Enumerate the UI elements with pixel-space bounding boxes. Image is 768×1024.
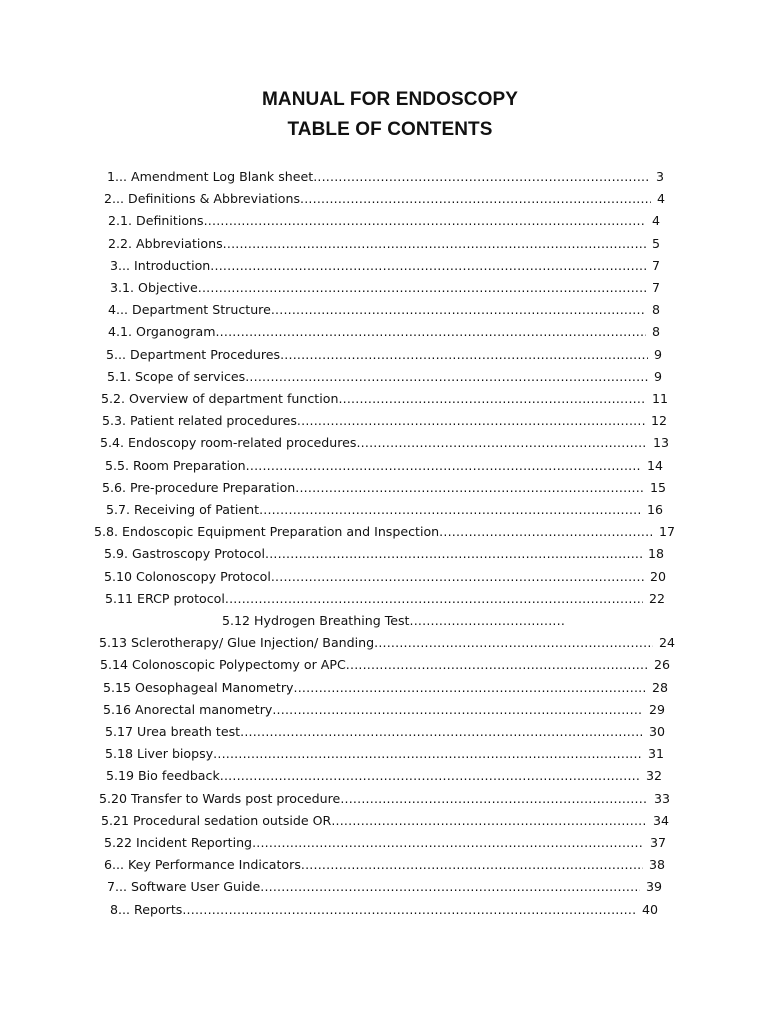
toc-entry-label: 4.1. Organogram [108, 324, 216, 340]
toc-entry-page-number: 4 [656, 191, 665, 207]
toc-entry[interactable] [100, 434, 669, 452]
toc-entry-label: 5.16 Anorectal manometry [103, 701, 273, 717]
toc-entry[interactable] [105, 723, 665, 741]
toc-dot-leader [240, 723, 643, 741]
toc-entry-label: 2... Definitions & Abbreviations [104, 191, 301, 207]
toc-entry-page-number: 20 [649, 568, 666, 584]
toc-entry[interactable] [101, 812, 669, 830]
toc-entry-label: 5.19 Bio feedback [106, 768, 220, 784]
toc-entry-label: 8... Reports [110, 901, 183, 917]
toc-entry[interactable] [105, 590, 665, 608]
toc-dot-leader [225, 590, 643, 608]
toc-entry-label: 5... Department Procedures [106, 346, 281, 362]
toc-entry[interactable] [105, 745, 664, 763]
toc-entry-label: 5.22 Incident Reporting [104, 835, 253, 850]
toc-dot-leader [210, 257, 646, 275]
toc-entry-page-number: 33 [653, 790, 670, 806]
toc-entry-label: 5.1. Scope of services [107, 368, 246, 384]
toc-entry-page-number: 26 [653, 657, 670, 673]
toc-entry[interactable] [104, 856, 665, 874]
toc-entry[interactable] [106, 501, 663, 519]
toc-entry-page-number: 22 [648, 590, 665, 606]
toc-entry[interactable] [110, 257, 660, 275]
document-title: MANUAL FOR ENDOSCOPY [261, 89, 519, 110]
toc-dot-leader [346, 656, 648, 674]
toc-dot-leader [198, 279, 646, 297]
toc-entry-label: 4... Department Structure [108, 302, 271, 318]
toc-dot-leader [271, 568, 644, 586]
toc-dot-leader [182, 901, 636, 919]
toc-entry[interactable] [107, 368, 662, 386]
toc-dot-leader [245, 368, 648, 386]
toc-dot-leader [246, 457, 641, 475]
toc-entry-label: 5.8. Endoscopic Equipment Preparation and Inspection [94, 524, 440, 540]
toc-dot-leader [280, 346, 648, 364]
toc-entry-page-number: 11 [651, 391, 668, 406]
toc-entry[interactable] [106, 346, 662, 364]
toc-dot-leader [293, 679, 645, 697]
toc-entry[interactable] [99, 634, 675, 652]
toc-entry-label: 3.1. Objective [110, 280, 198, 295]
toc-entry-page-number: 13 [652, 435, 669, 451]
toc-entry[interactable] [99, 790, 670, 808]
toc-entry-page-number: 31 [647, 746, 664, 762]
toc-dot-leader [272, 701, 643, 719]
toc-entry-page-number: 9 [653, 368, 662, 384]
toc-entry[interactable] [102, 412, 667, 430]
toc-entry-page-number: 37 [649, 835, 666, 850]
toc-entry-page-number: 4 [651, 213, 660, 229]
toc-entry[interactable] [104, 568, 666, 586]
toc-entry[interactable] [101, 390, 668, 408]
toc-entry-page-number: 15 [649, 479, 666, 495]
toc-dot-leader [301, 856, 643, 874]
toc-entry-page-number: 34 [652, 812, 669, 828]
toc-dot-leader [300, 190, 651, 208]
toc-dot-leader [223, 235, 646, 253]
toc-entry[interactable] [222, 612, 570, 630]
toc-dot-leader [259, 501, 641, 519]
toc-entry-page-number: 16 [646, 502, 663, 517]
toc-entry[interactable] [104, 834, 666, 852]
toc-dot-leader [265, 545, 642, 563]
toc-entry-label: 5.10 Colonoscopy Protocol [104, 568, 271, 584]
toc-entry-page-number: 39 [645, 879, 662, 895]
toc-entry-label: 5.9. Gastroscopy Protocol [104, 546, 266, 562]
toc-entry-label: 2.2. Abbreviations [108, 235, 223, 251]
toc-dot-leader [220, 767, 640, 785]
toc-dot-leader [439, 523, 653, 541]
toc-entry[interactable] [105, 457, 663, 475]
toc-entry[interactable] [108, 323, 660, 341]
toc-entry[interactable] [104, 190, 665, 208]
toc-entry-page-number: 14 [646, 457, 663, 473]
toc-entry-page-number: 30 [648, 724, 665, 739]
toc-dot-leader [213, 745, 642, 763]
toc-entry-label: 3... Introduction [110, 257, 211, 273]
toc-entry[interactable] [107, 168, 664, 186]
toc-dot-leader [340, 790, 648, 808]
toc-entry-page-number: 32 [645, 768, 662, 784]
toc-dot-leader [331, 812, 647, 830]
toc-entry-page-number: 38 [648, 857, 665, 873]
toc-entry-page-number: 5 [651, 235, 660, 251]
toc-entry-label: 5.14 Colonoscopic Polypectomy or APC [100, 657, 346, 673]
toc-entry-page-number: 40 [641, 901, 658, 917]
toc-entry-label: 5.21 Procedural sedation outside OR [101, 812, 332, 828]
toc-entry-label: 5.11 ERCP protocol [105, 590, 225, 606]
toc-entry-page-number: 29 [648, 701, 665, 717]
toc-entry-label: 5.6. Pre-procedure Preparation [102, 479, 296, 495]
toc-entry[interactable] [102, 479, 666, 497]
toc-entry-page-number: 7 [651, 257, 660, 273]
toc-entry[interactable] [104, 545, 664, 563]
toc-dot-leader [297, 412, 645, 430]
toc-dot-leader [410, 612, 565, 630]
toc-entry[interactable] [108, 235, 660, 253]
toc-dot-leader [215, 323, 646, 341]
toc-entry[interactable] [94, 523, 675, 541]
toc-entry[interactable] [103, 701, 665, 719]
toc-entry[interactable] [106, 767, 662, 785]
toc-entry-label: 5.3. Patient related procedures [102, 413, 297, 429]
toc-entry-page-number: 17 [658, 524, 675, 540]
toc-entry-label: 5.2. Overview of department function [101, 391, 339, 406]
toc-entry[interactable] [110, 279, 660, 297]
toc-dot-leader [313, 168, 650, 186]
toc-entry[interactable] [107, 878, 662, 896]
toc-entry-label: 5.5. Room Preparation [105, 457, 246, 473]
toc-entry-label: 2.1. Definitions [108, 213, 204, 229]
toc-entry[interactable] [110, 901, 658, 919]
toc-entry-label: 5.12 Hydrogen Breathing Test [222, 613, 410, 628]
toc-dot-leader [295, 479, 644, 497]
toc-entry-page-number: 24 [658, 635, 675, 651]
toc-dot-leader [271, 301, 646, 319]
toc-entry-page-number: 12 [650, 413, 667, 429]
toc-entry-page-number: 7 [651, 280, 660, 295]
toc-entry-page-number: 3 [655, 169, 664, 184]
toc-entry-page-number: 9 [653, 346, 662, 362]
toc-entry-page-number: 8 [651, 302, 660, 318]
toc-entry-label: 5.7. Receiving of Patient [106, 502, 260, 517]
toc-entry-page-number: 28 [651, 679, 668, 695]
toc-entry-label: 5.13 Sclerotherapy/ Glue Injection/ Banding [99, 635, 375, 651]
toc-entry-page-number: 18 [647, 546, 664, 562]
toc-entry-page-number: 8 [651, 324, 660, 340]
toc-dot-leader [338, 390, 646, 408]
toc-entry-label: 7... Software User Guide [107, 879, 261, 895]
toc-entry[interactable] [108, 212, 660, 230]
toc-entry[interactable] [100, 656, 670, 674]
toc-entry-label: 5.17 Urea breath test [105, 724, 241, 739]
toc-entry-label: 5.15 Oesophageal Manometry [103, 679, 294, 695]
toc-entry[interactable] [108, 301, 660, 319]
toc-entry[interactable] [103, 679, 668, 697]
toc-entry-label: 5.18 Liver biopsy [105, 746, 214, 762]
toc-dot-leader [204, 212, 646, 230]
toc-entry-label: 6... Key Performance Indicators [104, 857, 301, 873]
toc-entry-label: 5.20 Transfer to Wards post procedure [99, 790, 341, 806]
toc-heading: TABLE OF CONTENTS [287, 119, 493, 140]
toc-dot-leader [356, 434, 647, 452]
toc-dot-leader [252, 834, 644, 852]
toc-dot-leader [374, 634, 653, 652]
toc-dot-leader [260, 878, 640, 896]
toc-entry-label: 5.4. Endoscopy room-related procedures [100, 435, 357, 451]
toc-entry-label: 1... Amendment Log Blank sheet [107, 169, 314, 184]
